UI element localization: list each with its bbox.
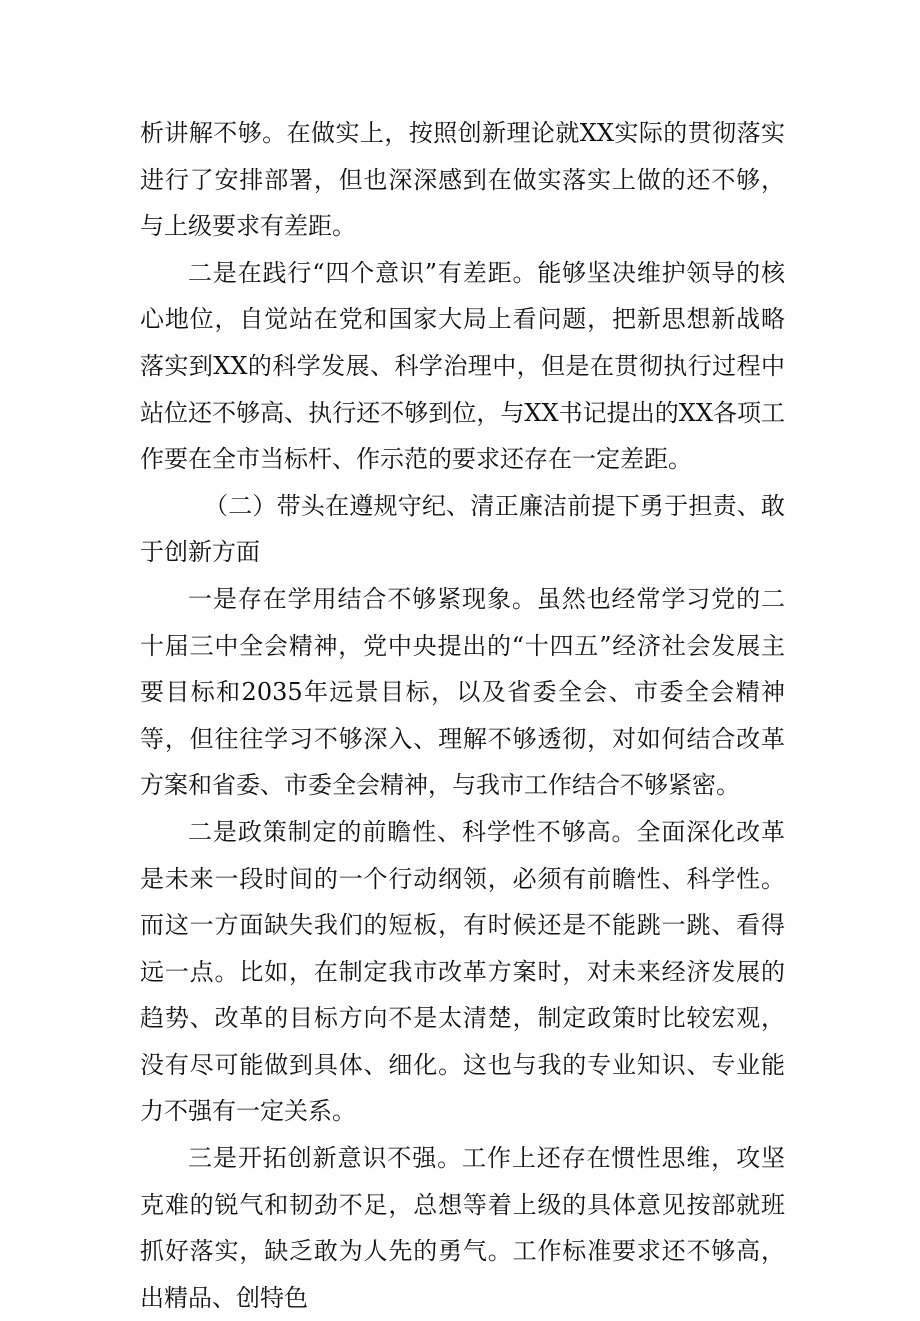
document-body — [140, 110, 785, 1321]
section-heading: （二）带头在遵规守纪、清正廉洁前提下勇于担责、敢于创新方面 — [140, 491, 785, 567]
paragraph-policy-foresight: 二是政策制定的前瞻性、科学性不够高。全面深化改革是未来一段时间的一个行动纲领，必须有前瞻性、科学性。而这一方面缺失我们的短板，有时候还是不能跳一跳、看得远一点。比如，在制定我市改革方案时，对未来经济发展的趋势、改革的目标方向不是太清楚，制定政策时比较宏观，没有尽可能做到具体、细化。这也与我的专业知识、专业能力不强有一定关系。 — [140, 817, 785, 1126]
paragraph-continuation: 析讲解不够。在做实上，按照创新理论就XX实际的贯彻落实进行了安排部署，但也深深感到在做实落实上做的还不够，与上级要求有差距。 — [140, 119, 785, 241]
paragraph-study-application: 一是存在学用结合不够紧现象。虽然也经常学习党的二十届三中全会精神，党中央提出的“十四五”经济社会发展主要目标和2035年远景目标，以及省委全会、市委全会精神等，但往往学习不够深入、理解不够透彻，对如何结合改革方案和省委、市委全会精神，与我市工作结合不够紧密。 — [140, 584, 785, 800]
paragraph-four-consciousness: 二是在践行“四个意识”有差距。能够坚决维护领导的核心地位，自觉站在党和国家大局上看问题，把新思想新战略落实到XX的科学发展、科学治理中，但是在贯彻执行过程中站位还不够高、执行还不够到位，与XX书记提出的XX各项工作要在全市当标杆、作示范的要求还存在一定差距。 — [140, 258, 785, 474]
paragraph-innovation: 三是开拓创新意识不强。工作上还存在惯性思维，攻坚克难的锐气和韧劲不足，总想等着上级的具体意见按部就班抓好落实，缺乏敢为人先的勇气。工作标准要求还不够高，出精品、创特色 — [140, 1144, 785, 1312]
